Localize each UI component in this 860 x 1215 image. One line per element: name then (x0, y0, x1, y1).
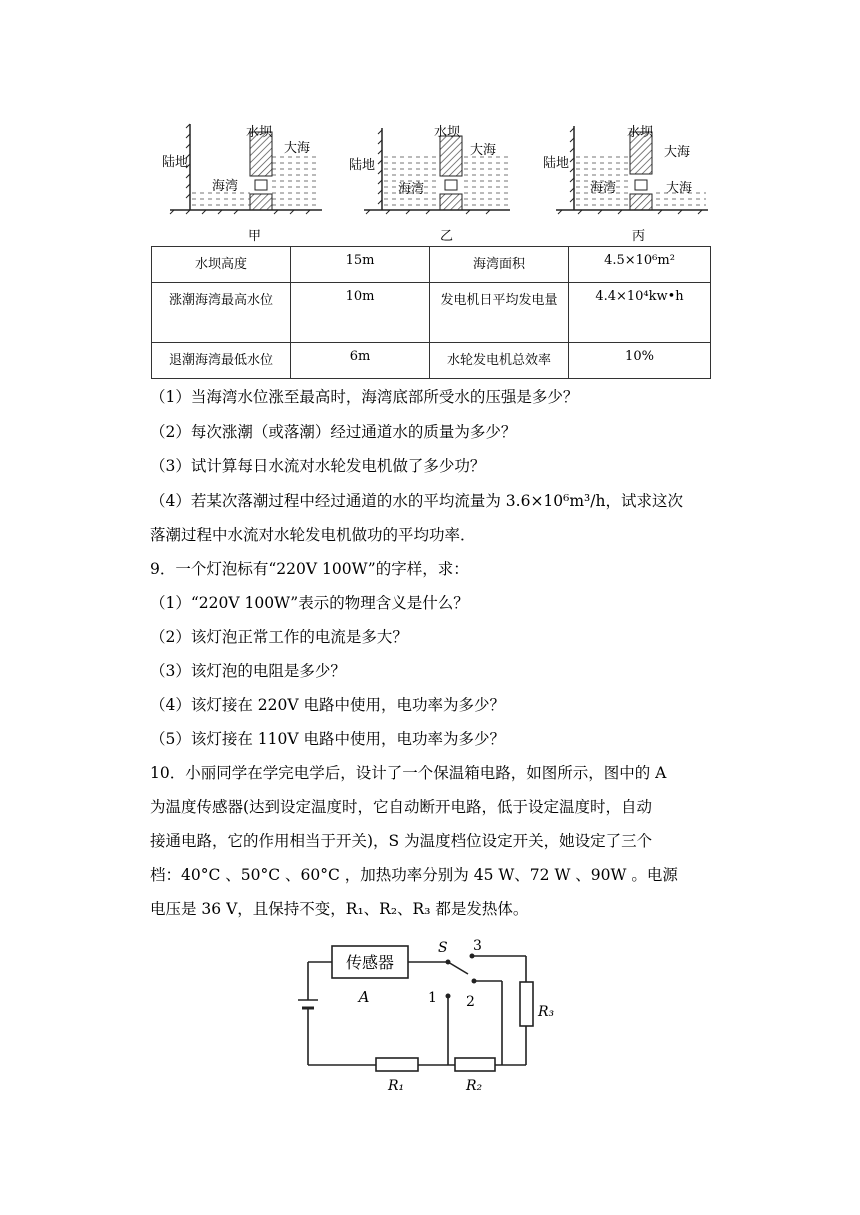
question-9-3: （3）该灯泡的电阻是多少？ (150, 662, 346, 680)
table-cell: 6m (291, 343, 430, 379)
question-8-4: （4）若某次落潮过程中经过通道的水的平均流量为 3.6×10⁶m³/h，试求这次 (150, 492, 683, 510)
circuit-diagram (290, 930, 570, 1100)
table-cell: 水轮发电机总效率 (430, 343, 569, 379)
terminal-3-label: 3 (473, 938, 482, 954)
question-8-4-cont: 落潮过程中水流对水轮发电机做功的平均功率． (150, 526, 476, 544)
data-table (151, 246, 711, 379)
table-cell: 发电机日平均发电量 (430, 283, 569, 343)
resistor-r3 (520, 982, 533, 1026)
table-row (152, 343, 711, 379)
question-8-2: （2）每次涨潮（或落潮）经过通道水的质量为多少？ (150, 423, 517, 441)
question-10-line2: 为温度传感器(达到设定温度时，它自动断开电路，低于设定温度时，自动 (150, 798, 653, 816)
table-cell: 涨潮海湾最高水位 (152, 283, 291, 343)
dam-label-3: 水坝 (627, 125, 654, 140)
table-cell: 4.4×10⁴kw•h (569, 283, 711, 343)
table-cell: 10m (291, 283, 430, 343)
terminal-1-label: 1 (428, 990, 437, 1006)
sea-label-3: 大海 (664, 145, 691, 160)
question-8-1: （1）当海湾水位涨至最高时，海湾底部所受水的压强是多少？ (150, 388, 579, 406)
table-row (152, 283, 711, 343)
land-label-1: 陆地 (162, 155, 189, 170)
bay-label-1: 海湾 (212, 179, 239, 194)
r2-label: R₂ (466, 1078, 483, 1094)
caption-yi: 乙 (440, 229, 454, 244)
table-cell: 水坝高度 (152, 247, 291, 283)
question-10: 10．小丽同学在学完电学后，设计了一个保温箱电路，如图所示，图中的 A (150, 764, 667, 782)
question-9-5: （5）该灯接在 110V 电路中使用，电功率为多少？ (150, 730, 505, 748)
resistor-r1 (376, 1058, 418, 1071)
question-9: 9．一个灯泡标有“220V 100W”的字样，求： (150, 560, 469, 578)
caption-bing: 丙 (632, 229, 646, 244)
table-cell: 退潮海湾最低水位 (152, 343, 291, 379)
question-10-line4: 档：40°C 、50°C 、60°C ，加热功率分别为 45 W、72 W 、90W 。电源 (150, 866, 678, 884)
table-cell: 海湾面积 (430, 247, 569, 283)
question-9-1: （1）“220V 100W”表示的物理含义是什么？ (150, 594, 469, 612)
sensor-label: 传感器 (345, 953, 395, 972)
table-cell: 4.5×10⁶m² (569, 247, 711, 283)
sea-label-1: 大海 (284, 141, 311, 156)
land-label-3: 陆地 (543, 156, 570, 171)
question-10-line5: 电压是 36 V，且保持不变，R₁、R₂、R₃ 都是发热体。 (150, 900, 529, 918)
r1-label: R₁ (388, 1078, 405, 1094)
table-cell: 15m (291, 247, 430, 283)
question-9-4: （4）该灯接在 220V 电路中使用，电功率为多少？ (150, 696, 505, 714)
sensor-name: A (358, 988, 370, 1006)
caption-jia: 甲 (248, 229, 262, 244)
sea-label-3b: 大海 (666, 181, 693, 196)
bay-label-2: 海湾 (398, 182, 425, 197)
bay-label-3: 海湾 (590, 181, 617, 196)
question-9-2: （2）该灯泡正常工作的电流是多大？ (150, 628, 408, 646)
land-label-2: 陆地 (349, 158, 376, 173)
dam-label-2: 水坝 (434, 125, 461, 140)
question-10-line3: 接通电路，它的作用相当于开关)，S 为温度档位设定开关，她设定了三个 (150, 832, 653, 850)
sea-label-2: 大海 (470, 143, 497, 158)
switch-blade (448, 962, 468, 974)
r3-label: R₃ (538, 1004, 555, 1020)
terminal-2-label: 2 (466, 994, 475, 1010)
dam-label-1: 水坝 (246, 125, 273, 140)
switch-label: S (438, 940, 448, 956)
table-row (152, 247, 711, 283)
question-8-3: （3）试计算每日水流对水轮发电机做了多少功？ (150, 457, 486, 475)
table-cell: 10% (569, 343, 711, 379)
resistor-r2 (455, 1058, 495, 1071)
